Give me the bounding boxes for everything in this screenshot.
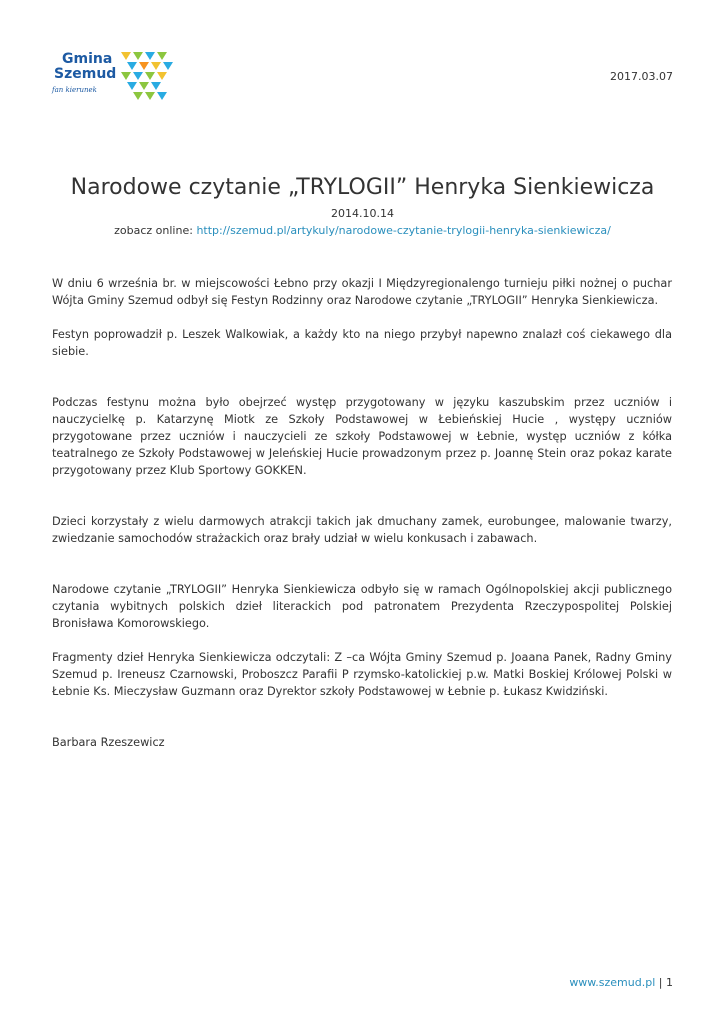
view-online: [0, 224, 725, 237]
paragraph: Festyn poprowadził p. Leszek Walkowiak, a każdy kto na niego przybył napewno znalazł coś ciekawego dla siebie.: [52, 328, 672, 358]
page-footer: [569, 976, 673, 989]
triangles-logo-icon: [117, 50, 177, 102]
paragraph: Podczas festynu można było obejrzeć występ przygotowany w języku kaszubskim przez uczniów i nauczycielkę p. Katarzynę Miotk ze Szkoły Podstawowej w Łebieńskiej Hucie , występy uczniów przygotowane przez uczniów i nauczycieli ze szkoły Podstawowej w Łebnie, występ uczniów z kółka teatralnego ze Szkoły Podstawowej w Jeleńskiej Hucie prowadzonym przez p. Joannę Stein oraz pokaz karate przygotowany przez Klub Sportowy GOKKEN.: [52, 396, 672, 477]
paragraph: Dzieci korzystały z wielu darmowych atrakcji takich jak dmuchany zamek, eurobungee, malowanie twarzy, zwiedzanie samochodów strażackich oraz brały udział w wielu konkusach i zabawach.: [52, 515, 672, 545]
online-link[interactable]: http://szemud.pl/artykuly/narodowe-czytanie-trylogii-henryka-sienkiewicza/: [196, 224, 611, 237]
article-body: [52, 275, 672, 751]
gmina-szemud-logo: [52, 48, 182, 108]
logo-line-2: Szemud: [54, 66, 117, 82]
author: Barbara Rzeszewicz: [52, 736, 165, 749]
online-label: zobacz online:: [114, 224, 193, 237]
page-number: 1: [666, 976, 673, 989]
logo-line-1: Gmina: [62, 51, 113, 67]
footer-site-link[interactable]: www.szemud.pl: [569, 976, 656, 989]
logo-tagline: fan kierunek: [52, 86, 97, 94]
document-date: 2017.03.07: [610, 70, 673, 83]
footer-separator: |: [658, 976, 663, 989]
paragraph: Narodowe czytanie „TRYLOGII” Henryka Sienkiewicza odbyło się w ramach Ogólnopolskiej akcji publicznego czytania wybitnych polskich dzieł literackich pod patronatem Prezydenta Rzeczypospolitej Polskiej Bronisława Komorowskiego.: [52, 583, 672, 630]
paragraph: Fragmenty dzieł Henryka Sienkiewicza odczytali: Z –ca Wójta Gminy Szemud p. Joaana Panek, Radny Gminy Szemud p. Ireneusz Czarnowski, Proboszcz Parafii P rzymsko-katolickiej p.w. Matki Boskiej Królowej Polski w Łebnie Ks. Mieczysław Guzmann oraz Dyrektor szkoły Podstawowej w Łebnie p. Łukasz Kwidziński.: [52, 651, 672, 698]
article-date: 2014.10.14: [331, 207, 394, 220]
page-title: Narodowe czytanie „TRYLOGII” Henryka Sienkiewicza: [70, 175, 655, 200]
paragraph: W dniu 6 września br. w miejscowości Łebno przy okazji I Międzyregionalengo turnieju piłki nożnej o puchar Wójta Gminy Szemud odbył się Festyn Rodzinny oraz Narodowe czytanie „TRYLOGII” Henryka Sienkiewicza.: [52, 277, 672, 307]
